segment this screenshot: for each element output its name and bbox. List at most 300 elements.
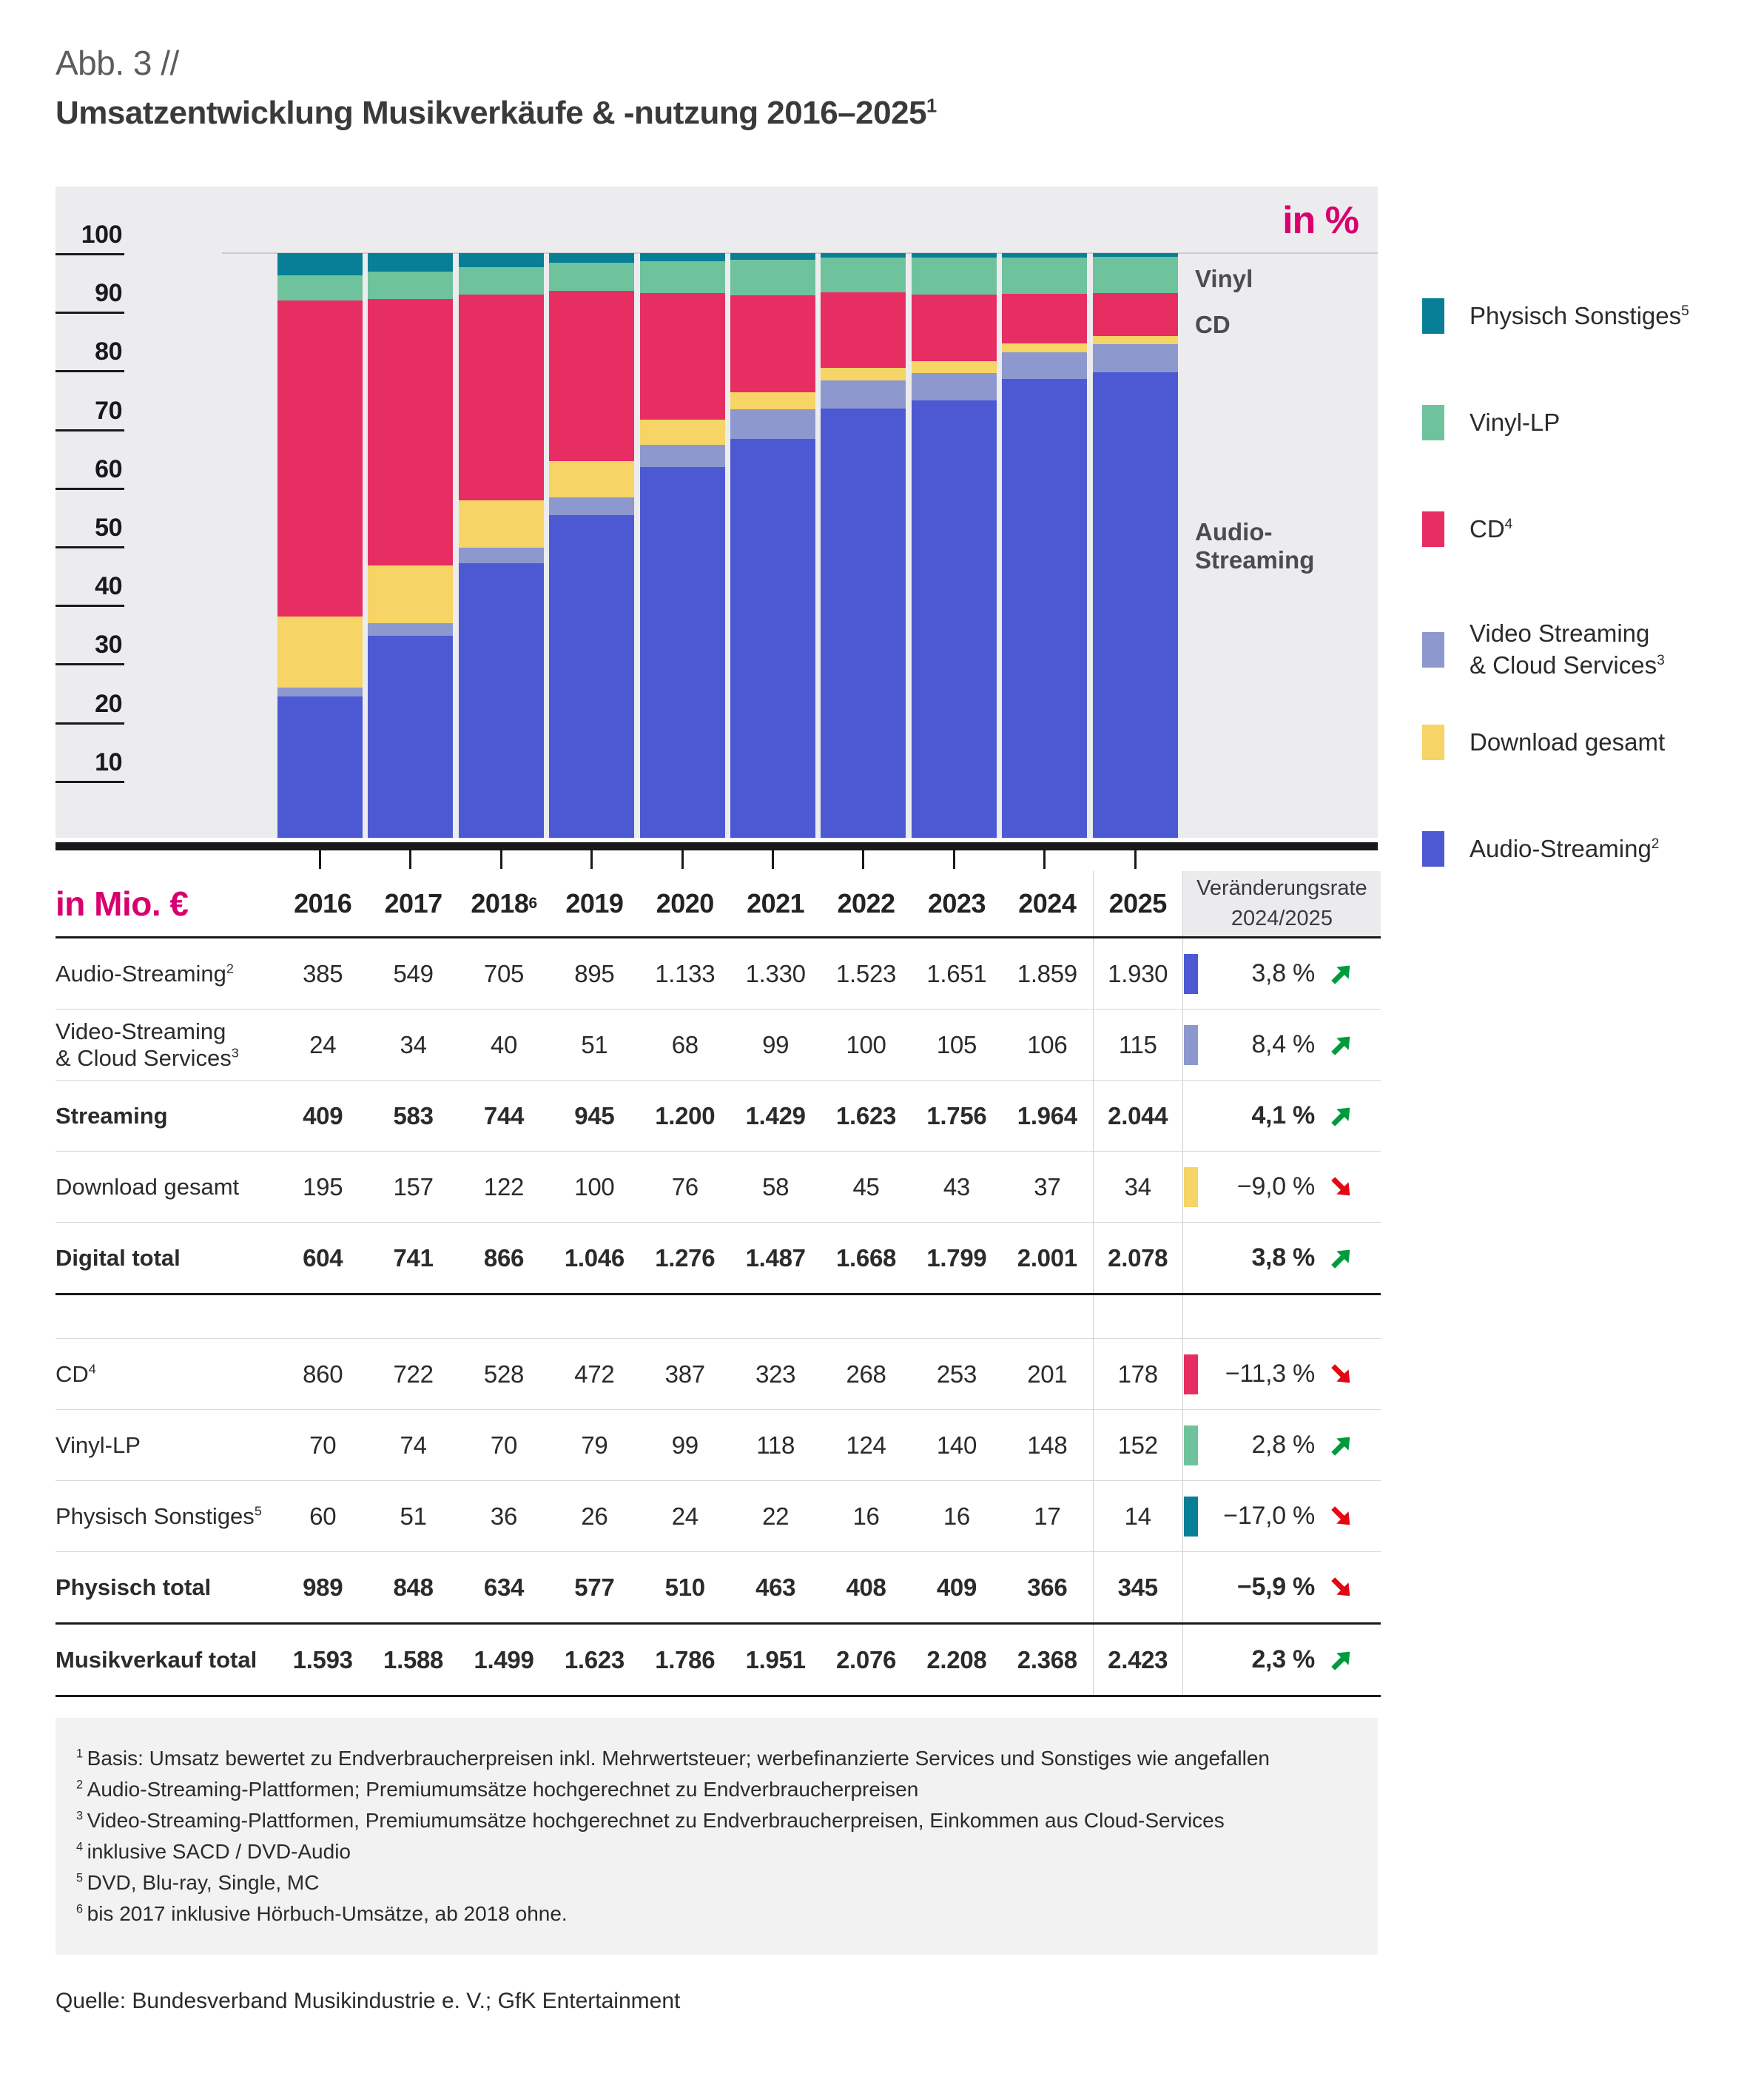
y-tick-line bbox=[55, 781, 124, 783]
y-tick-line bbox=[55, 605, 124, 607]
value-cell-2024 bbox=[1002, 1081, 1092, 1151]
trend-up-arrow-icon bbox=[1328, 1103, 1355, 1129]
value-cell-2023 bbox=[912, 1339, 1002, 1409]
value-cell-2024 bbox=[1002, 1339, 1092, 1409]
bar-segment-vinyl bbox=[640, 261, 725, 294]
year-header-text: 2023 bbox=[927, 888, 986, 918]
value-cell-2020 bbox=[640, 1481, 730, 1551]
bar-segment-audio bbox=[730, 439, 815, 838]
footnote-marker: 6 bbox=[76, 1902, 84, 1916]
value-cell-2025 bbox=[1093, 1339, 1183, 1409]
bar-segment-audio bbox=[640, 467, 725, 838]
value-cell-2016 bbox=[277, 1223, 368, 1293]
value-cell-2016 bbox=[277, 1625, 368, 1695]
trend-up-arrow-icon bbox=[1328, 961, 1355, 987]
value-text: 2.423 bbox=[1108, 1645, 1168, 1673]
page-title-text: Umsatzentwicklung Musikverkäufe & -nutzung 2016–2025 bbox=[55, 95, 927, 131]
x-axis-ticks bbox=[55, 850, 1378, 871]
value-text: 1.623 bbox=[835, 1101, 897, 1129]
x-axis-tick bbox=[319, 850, 321, 869]
bar-segment-cd bbox=[277, 300, 363, 616]
category-chip-vinyl bbox=[1184, 1425, 1198, 1465]
value-text: 345 bbox=[1117, 1573, 1158, 1601]
x-axis-line bbox=[55, 842, 1378, 850]
value-text: 2.368 bbox=[1017, 1645, 1077, 1673]
bar-segment-audio bbox=[368, 636, 453, 838]
value-cell-2016 bbox=[277, 1339, 368, 1409]
value-text: 1.429 bbox=[745, 1101, 806, 1129]
value-text: 140 bbox=[936, 1431, 977, 1459]
change-value: 8,4 % bbox=[1251, 1030, 1315, 1058]
change-value: −5,9 % bbox=[1236, 1573, 1315, 1601]
value-text: 409 bbox=[936, 1573, 977, 1601]
bar-segment-video bbox=[549, 497, 634, 516]
year-header-2025 bbox=[1093, 871, 1183, 936]
value-cell-2019 bbox=[549, 938, 639, 1009]
value-cell-2018 bbox=[459, 1481, 549, 1551]
value-cell-2019 bbox=[549, 1410, 639, 1480]
y-tick-label: 30 bbox=[95, 631, 122, 659]
x-axis-tick bbox=[409, 850, 411, 869]
year-header-2021 bbox=[730, 871, 821, 936]
x-axis-tick bbox=[862, 850, 864, 869]
row-label bbox=[55, 1410, 277, 1480]
value-cell-2019 bbox=[549, 1223, 639, 1293]
trend-up-arrow-icon bbox=[1328, 1032, 1355, 1058]
bar-segment-cd bbox=[1093, 293, 1178, 336]
y-tick-label: 40 bbox=[95, 572, 122, 601]
y-tick-label: 80 bbox=[95, 337, 122, 366]
legend-label bbox=[1470, 727, 1665, 759]
stacked-bar-2023 bbox=[912, 253, 997, 838]
row-label-line bbox=[55, 1018, 277, 1045]
value-text: 99 bbox=[762, 1030, 790, 1058]
x-axis-tick bbox=[1134, 850, 1137, 869]
table-row-musikverkauf-total bbox=[55, 1625, 1381, 1695]
bar-segment-vinyl bbox=[459, 267, 544, 295]
value-cell-2018 bbox=[459, 1152, 549, 1222]
row-label-text: Musikverkauf total bbox=[55, 1646, 257, 1673]
value-text: 1.799 bbox=[926, 1243, 987, 1272]
value-cell-2022 bbox=[821, 1010, 911, 1080]
footnote bbox=[76, 1867, 1357, 1898]
legend-label bbox=[1470, 407, 1560, 439]
row-label-line bbox=[55, 1045, 277, 1072]
value-cell-2025 bbox=[1093, 1152, 1183, 1222]
table-row-download-gesamt bbox=[55, 1151, 1381, 1222]
row-label-line bbox=[55, 1574, 277, 1601]
change-rate-header-line1: Veränderungsrate bbox=[1196, 876, 1367, 901]
value-text: 1.786 bbox=[655, 1645, 716, 1673]
value-text: 323 bbox=[755, 1360, 796, 1388]
bar-segment-vinyl bbox=[821, 258, 906, 292]
value-cell-2019 bbox=[549, 1010, 639, 1080]
row-label-text: Digital total bbox=[55, 1244, 181, 1271]
table-unit-label: in Mio. € bbox=[55, 884, 189, 923]
value-cell-2021 bbox=[730, 1223, 821, 1293]
year-header-text: 2017 bbox=[384, 888, 442, 918]
bar-segment-cd bbox=[640, 293, 725, 420]
value-cell-2018 bbox=[459, 938, 549, 1009]
value-text: 366 bbox=[1027, 1573, 1068, 1601]
footnote bbox=[76, 1805, 1357, 1836]
bar-segment-video bbox=[640, 445, 725, 467]
value-cell-2020 bbox=[640, 1339, 730, 1409]
value-text: 1.330 bbox=[745, 959, 806, 987]
value-text: 549 bbox=[393, 959, 434, 987]
table-row-streaming bbox=[55, 1080, 1381, 1151]
value-text: 583 bbox=[393, 1101, 434, 1129]
value-text: 860 bbox=[303, 1360, 343, 1388]
table-row-video-streaming bbox=[55, 1009, 1381, 1080]
y-tick-line bbox=[55, 370, 124, 372]
value-text: 268 bbox=[846, 1360, 886, 1388]
value-cell-2025 bbox=[1093, 1223, 1183, 1293]
value-cell-2016 bbox=[277, 938, 368, 1009]
value-cell-2016 bbox=[277, 1081, 368, 1151]
bar-annotation-audio-streaming: Audio-Streaming bbox=[1195, 518, 1315, 574]
value-cell-2020 bbox=[640, 1010, 730, 1080]
value-text: 34 bbox=[400, 1030, 427, 1058]
value-cell-2019 bbox=[549, 1625, 639, 1695]
value-text: 2.208 bbox=[926, 1645, 987, 1673]
row-footnote-marker: 3 bbox=[231, 1045, 239, 1061]
value-cell-2023 bbox=[912, 1223, 1002, 1293]
year-header-2016 bbox=[277, 871, 368, 936]
legend-footnote-marker: 3 bbox=[1657, 652, 1665, 668]
x-axis-tick bbox=[500, 850, 502, 869]
bar-segment-vinyl bbox=[549, 263, 634, 291]
footnote-marker: 3 bbox=[76, 1809, 84, 1823]
value-text: 1.668 bbox=[835, 1243, 897, 1272]
value-text: 2.078 bbox=[1108, 1243, 1168, 1272]
value-cell-2023 bbox=[912, 1010, 1002, 1080]
value-text: 945 bbox=[574, 1101, 615, 1129]
value-cell-2018 bbox=[459, 1552, 549, 1622]
value-text: 201 bbox=[1027, 1360, 1068, 1388]
y-tick-label: 100 bbox=[81, 221, 122, 249]
legend-item-audio bbox=[1422, 831, 1659, 867]
value-text: 22 bbox=[762, 1502, 790, 1530]
value-text: 741 bbox=[393, 1243, 434, 1272]
data-table bbox=[55, 871, 1381, 1697]
y-tick-label: 90 bbox=[95, 279, 122, 308]
footnote bbox=[76, 1774, 1357, 1805]
table-row-digital-total bbox=[55, 1222, 1381, 1293]
value-text: 528 bbox=[483, 1360, 525, 1388]
table-row-physisch-total bbox=[55, 1551, 1381, 1622]
stacked-bar-2016 bbox=[277, 253, 363, 838]
value-text: 70 bbox=[490, 1431, 518, 1459]
bar-segment-download bbox=[730, 392, 815, 409]
stacked-bar-2021 bbox=[730, 253, 815, 838]
legend-label-text: Video Streaming bbox=[1470, 619, 1650, 647]
value-text: 387 bbox=[664, 1360, 705, 1388]
change-cell bbox=[1183, 938, 1381, 1009]
year-header-2017 bbox=[368, 871, 458, 936]
value-cell-2021 bbox=[730, 1010, 821, 1080]
value-cell-2018 bbox=[459, 1010, 549, 1080]
bar-segment-sonstiges bbox=[549, 253, 634, 263]
change-value: −11,3 % bbox=[1225, 1360, 1315, 1388]
bar-segment-cd bbox=[368, 299, 453, 565]
value-cell-2022 bbox=[821, 1081, 911, 1151]
value-text: 510 bbox=[664, 1573, 705, 1601]
row-footnote-marker: 2 bbox=[226, 961, 234, 976]
value-cell-2022 bbox=[821, 1339, 911, 1409]
legend-label-line bbox=[1470, 300, 1689, 332]
footnote-marker: 4 bbox=[76, 1840, 84, 1854]
change-value: 4,1 % bbox=[1251, 1101, 1315, 1129]
change-value: −9,0 % bbox=[1236, 1172, 1315, 1200]
row-label-line bbox=[55, 1245, 277, 1272]
year-header-text: 2024 bbox=[1018, 888, 1077, 918]
value-cell-2023 bbox=[912, 938, 1002, 1009]
value-text: 1.623 bbox=[564, 1645, 625, 1673]
value-cell-2022 bbox=[821, 1625, 911, 1695]
y-tick-line bbox=[55, 488, 124, 490]
legend-label-line bbox=[1470, 833, 1659, 865]
trend-down-arrow-icon bbox=[1328, 1174, 1355, 1200]
trend-up-arrow-icon bbox=[1328, 1432, 1355, 1459]
value-cell-2024 bbox=[1002, 1552, 1092, 1622]
x-axis-tick bbox=[1043, 850, 1046, 869]
trend-down-arrow-icon bbox=[1328, 1503, 1355, 1530]
value-text: 1.523 bbox=[835, 959, 897, 987]
value-text: 408 bbox=[846, 1573, 886, 1601]
value-text: 106 bbox=[1027, 1030, 1068, 1058]
change-cell bbox=[1183, 1410, 1381, 1480]
y-tick-label: 50 bbox=[95, 514, 122, 542]
value-text: 1.756 bbox=[926, 1101, 987, 1129]
value-cell-2016 bbox=[277, 1481, 368, 1551]
value-cell-2020 bbox=[640, 1552, 730, 1622]
row-label bbox=[55, 1010, 277, 1080]
value-cell-2025 bbox=[1093, 1081, 1183, 1151]
row-label-text: Audio-Streaming bbox=[55, 960, 226, 987]
year-header-text: 2016 bbox=[294, 888, 352, 918]
value-text: 34 bbox=[1124, 1172, 1151, 1200]
change-cell bbox=[1183, 1010, 1381, 1080]
y-tick-label: 60 bbox=[95, 454, 122, 483]
row-label-line bbox=[55, 1174, 277, 1200]
bar-segment-cd bbox=[730, 295, 815, 392]
bar-segment-video bbox=[730, 409, 815, 439]
legend-item-cd bbox=[1422, 511, 1512, 547]
trend-up-arrow-icon bbox=[1328, 1245, 1355, 1272]
change-cell bbox=[1183, 1552, 1381, 1622]
row-label-text: Video-Streaming bbox=[55, 1018, 226, 1044]
y-tick-line bbox=[55, 429, 124, 431]
bar-segment-cd bbox=[821, 292, 906, 368]
value-text: 1.200 bbox=[655, 1101, 716, 1129]
category-chip-cd bbox=[1184, 1354, 1198, 1394]
change-value: 3,8 % bbox=[1251, 1243, 1315, 1272]
value-cell-2023 bbox=[912, 1081, 1002, 1151]
value-cell-2018 bbox=[459, 1081, 549, 1151]
legend-swatch-video-icon bbox=[1422, 632, 1444, 668]
value-cell-2016 bbox=[277, 1152, 368, 1222]
row-label-line bbox=[55, 1503, 277, 1530]
legend-label bbox=[1470, 618, 1665, 682]
value-text: 100 bbox=[846, 1030, 886, 1058]
value-text: 51 bbox=[400, 1502, 427, 1530]
legend-swatch-audio-icon bbox=[1422, 831, 1444, 867]
row-label-line bbox=[55, 1432, 277, 1459]
row-label bbox=[55, 938, 277, 1009]
value-cell-2025 bbox=[1093, 1410, 1183, 1480]
row-label-text: Download gesamt bbox=[55, 1173, 240, 1200]
value-text: 1.951 bbox=[745, 1645, 806, 1673]
value-text: 1.588 bbox=[383, 1645, 444, 1673]
row-label-text: CD bbox=[55, 1360, 89, 1387]
page-title bbox=[55, 95, 1764, 132]
bar-segment-sonstiges bbox=[277, 253, 363, 275]
year-header-text: 2019 bbox=[565, 888, 624, 918]
value-text: 2.044 bbox=[1108, 1101, 1168, 1129]
legend-label-text: Audio-Streaming bbox=[1470, 834, 1652, 862]
spacer-2025-column bbox=[1093, 1295, 1183, 1338]
value-cell-2022 bbox=[821, 938, 911, 1009]
value-cell-2020 bbox=[640, 1152, 730, 1222]
figure-header bbox=[55, 43, 1764, 132]
legend-label-line bbox=[1470, 727, 1665, 759]
bar-segment-video bbox=[459, 548, 544, 563]
value-text: 1.133 bbox=[655, 959, 716, 987]
row-label-text: & Cloud Services bbox=[55, 1044, 232, 1071]
value-text: 895 bbox=[574, 959, 615, 987]
stacked-bar-2018 bbox=[459, 253, 544, 838]
y-tick-line bbox=[55, 253, 124, 255]
value-cell-2022 bbox=[821, 1481, 911, 1551]
value-text: 409 bbox=[303, 1101, 343, 1129]
year-header-2018: 2018 6 bbox=[471, 888, 537, 918]
value-text: 40 bbox=[490, 1030, 518, 1058]
value-text: 604 bbox=[303, 1243, 343, 1272]
table-row-physisch-sonstiges bbox=[55, 1480, 1381, 1551]
page bbox=[0, 43, 1764, 2099]
value-cell-2024 bbox=[1002, 1410, 1092, 1480]
value-cell-2025 bbox=[1093, 1625, 1183, 1695]
value-text: 152 bbox=[1117, 1431, 1158, 1459]
value-cell-2023 bbox=[912, 1625, 1002, 1695]
section-rule bbox=[55, 1695, 1381, 1697]
change-rate-header bbox=[1183, 871, 1381, 936]
row-label-text: Vinyl-LP bbox=[55, 1431, 141, 1458]
value-text: 385 bbox=[303, 959, 343, 987]
bar-segment-download bbox=[1093, 336, 1178, 344]
value-text: 79 bbox=[581, 1431, 608, 1459]
value-text: 76 bbox=[671, 1172, 698, 1200]
row-label bbox=[55, 1081, 277, 1151]
value-cell-2017 bbox=[368, 1081, 458, 1151]
year-header-2022 bbox=[821, 871, 911, 936]
row-label-text: Physisch total bbox=[55, 1574, 212, 1600]
value-text: 848 bbox=[393, 1573, 434, 1601]
value-cell-2019 bbox=[549, 1081, 639, 1151]
value-cell-2023 bbox=[912, 1410, 1002, 1480]
value-text: 16 bbox=[852, 1502, 880, 1530]
x-axis-tick bbox=[772, 850, 774, 869]
row-label-line bbox=[55, 961, 277, 987]
bar-segment-audio bbox=[1002, 379, 1087, 838]
y-tick-label: 20 bbox=[95, 689, 122, 718]
bar-segment-audio bbox=[277, 696, 363, 838]
table-header bbox=[55, 871, 1381, 936]
value-text: 43 bbox=[943, 1172, 970, 1200]
legend-swatch-download-icon bbox=[1422, 725, 1444, 760]
value-cell-2016 bbox=[277, 1010, 368, 1080]
row-label bbox=[55, 1481, 277, 1551]
value-text: 2.076 bbox=[835, 1645, 897, 1673]
legend-label-line bbox=[1470, 650, 1665, 682]
value-text: 16 bbox=[943, 1502, 970, 1530]
change-cell bbox=[1183, 1625, 1381, 1695]
legend-label-text: CD bbox=[1470, 514, 1505, 543]
bar-segment-vinyl bbox=[368, 272, 453, 299]
value-cell-2017 bbox=[368, 1481, 458, 1551]
bar-segment-download bbox=[821, 368, 906, 380]
value-text: 1.964 bbox=[1017, 1101, 1077, 1129]
bar-segment-cd bbox=[549, 291, 634, 461]
y-tick-label: 70 bbox=[95, 396, 122, 425]
bar-segment-download bbox=[459, 500, 544, 548]
bar-segment-download bbox=[640, 420, 725, 445]
change-cell bbox=[1183, 1339, 1381, 1409]
row-label-line bbox=[55, 1361, 277, 1388]
bar-segment-vinyl bbox=[730, 260, 815, 295]
stacked-bar-2022 bbox=[821, 253, 906, 838]
year-header-text: 2021 bbox=[747, 888, 805, 918]
value-text: 195 bbox=[303, 1172, 343, 1200]
value-cell-2021 bbox=[730, 1410, 821, 1480]
value-cell-2021 bbox=[730, 1339, 821, 1409]
value-text: 1.593 bbox=[292, 1645, 353, 1673]
bar-segment-video bbox=[277, 688, 363, 696]
legend-label bbox=[1470, 833, 1659, 865]
value-text: 118 bbox=[756, 1431, 795, 1459]
value-cell-2021 bbox=[730, 938, 821, 1009]
row-footnote-marker: 4 bbox=[88, 1361, 96, 1377]
source-line: Quelle: Bundesverband Musikindustrie e. V.; GfK Entertainment bbox=[55, 1989, 681, 2013]
year-header-text: 2022 bbox=[837, 888, 895, 918]
footnote-text: Basis: Umsatz bewertet zu Endverbraucherpreisen inkl. Mehrwertsteuer; werbefinanzierte Services und Sonstiges wie angefallen bbox=[87, 1747, 1270, 1770]
value-text: 24 bbox=[309, 1030, 337, 1058]
footnote-text: Video-Streaming-Plattformen, Premiumumsätze hochgerechnet zu Endverbraucherpreisen, Einkommen aus Cloud-Services bbox=[87, 1809, 1225, 1832]
year-header-text: 2025 bbox=[1108, 888, 1167, 918]
change-cell bbox=[1183, 1481, 1381, 1551]
chart-unit-label: in % bbox=[1282, 199, 1359, 242]
value-cell-2017 bbox=[368, 1339, 458, 1409]
value-text: 74 bbox=[400, 1431, 427, 1459]
value-cell-2023 bbox=[912, 1152, 1002, 1222]
y-tick-line bbox=[55, 722, 124, 725]
value-text: 14 bbox=[1124, 1502, 1151, 1530]
year-header-text: 2020 bbox=[656, 888, 714, 918]
trend-up-arrow-icon bbox=[1328, 1647, 1355, 1673]
table-row-vinyl-lp bbox=[55, 1409, 1381, 1480]
category-chip-download bbox=[1184, 1167, 1198, 1207]
change-cell bbox=[1183, 1081, 1381, 1151]
table-row-audio-streaming bbox=[55, 938, 1381, 1009]
value-text: 157 bbox=[393, 1172, 434, 1200]
legend-label-text: Vinyl-LP bbox=[1470, 408, 1561, 436]
row-label bbox=[55, 1223, 277, 1293]
stacked-bar-2025 bbox=[1093, 253, 1178, 838]
year-header-2024 bbox=[1002, 871, 1092, 936]
table-row-cd bbox=[55, 1338, 1381, 1409]
y-tick-line bbox=[55, 546, 124, 548]
